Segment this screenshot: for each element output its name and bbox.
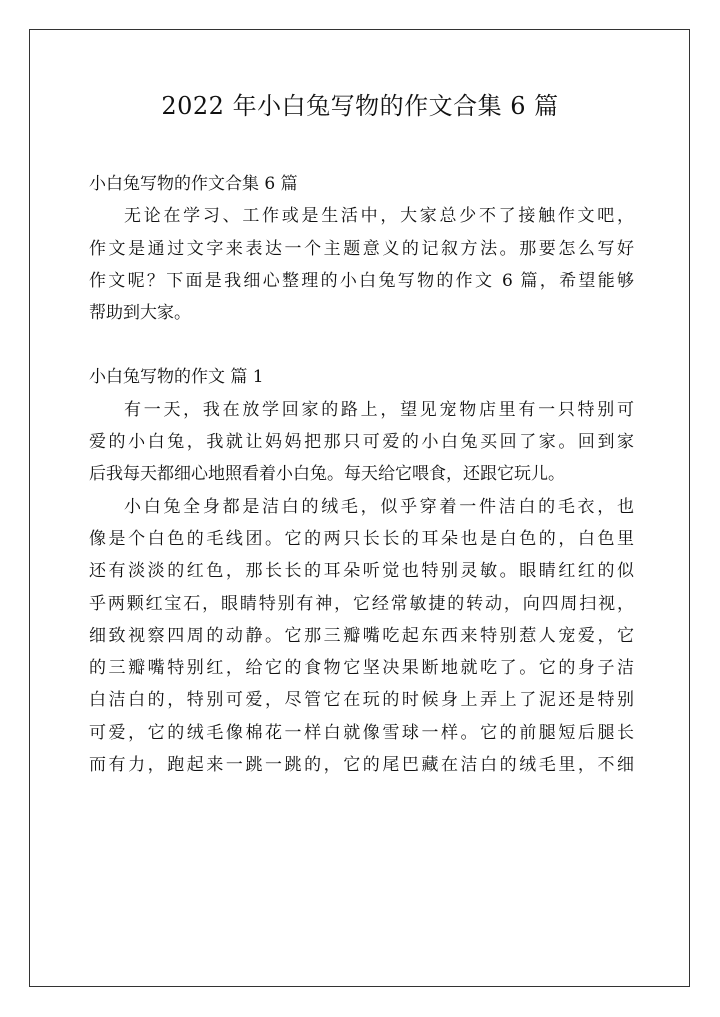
paragraph-line: 帮助到大家。 [89,303,191,324]
paragraph-line: 像是个白色的毛线团。它的两只长长的耳朵也是白色的，白色里 [89,528,634,549]
paragraph-2 [89,491,634,782]
paragraph-line: 还有淡淡的红色，那长长的耳朵听觉也特别灵敏。眼睛红红的似 [89,561,634,582]
document-title: 2022 年小白兔写物的作文合集 6 篇 [161,92,559,120]
section-heading: 小白兔写物的作文 篇 1 [89,367,264,388]
intro-heading: 小白兔写物的作文合集 6 篇 [89,174,298,194]
intro-paragraph [89,200,634,329]
document-body [89,168,634,781]
paragraph-line: 爱的小白兔，我就让妈妈把那只可爱的小白兔买回了家。回到家 [89,432,634,453]
paragraph-line: 可爱，它的绒毛像棉花一样白就像雪球一样。它的前腿短后腿长 [89,722,634,743]
paragraph-line: 细致视察四周的动静。它那三瓣嘴吃起东西来特别惹人宠爱，它 [89,625,634,646]
paragraph-line: 乎两颗红宝石，眼睛特别有神，它经常敏捷的转动，向四周扫视， [89,593,634,614]
section-spacer [89,329,634,361]
paragraph-line: 的三瓣嘴特别红，给它的食物它坚决果断地就吃了。它的身子洁 [89,658,634,679]
paragraph-line: 作文呢？下面是我细心整理的小白兔写物的作文 6 篇，希望能够 [89,270,634,291]
paragraph-line: 有一天，我在放学回家的路上，望见宠物店里有一只特别可 [124,399,634,420]
paragraph-1 [89,394,634,491]
paragraph-line: 后我每天都细心地照看着小白兔。每天给它喂食，还跟它玩儿。 [89,464,565,485]
paragraph-line: 小白兔全身都是洁白的绒毛，似乎穿着一件洁白的毛衣，也 [124,496,634,517]
paragraph-line: 无论在学习、工作或是生活中，大家总少不了接触作文吧， [124,206,634,227]
paragraph-line: 而有力，跑起来一跳一跳的，它的尾巴藏在洁白的绒毛里，不细 [89,755,634,776]
paragraph-line: 白洁白的，特别可爱，尽管它在玩的时候身上弄上了泥还是特别 [89,690,634,711]
paragraph-line: 作文是通过文字来表达一个主题意义的记叙方法。那要怎么写好 [89,238,634,259]
